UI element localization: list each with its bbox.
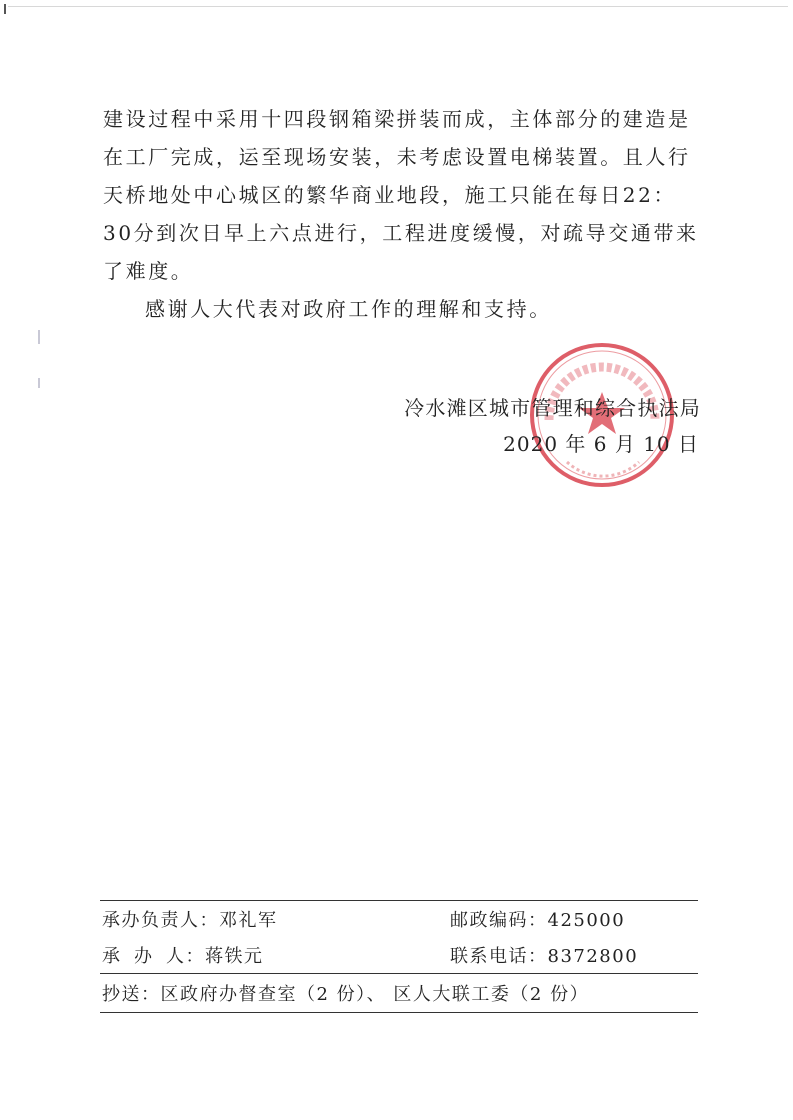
- handler-label-2: 办: [134, 946, 166, 967]
- footer-block: [100, 900, 698, 1013]
- responsible-label: 承办负责人：: [102, 910, 219, 931]
- footer-row-responsible: [100, 901, 698, 937]
- responsible-name: 邓礼军: [219, 910, 278, 931]
- postcode-label: 邮政编码：: [450, 910, 548, 931]
- scan-artifact: [38, 378, 40, 388]
- postcode-field: [450, 906, 698, 932]
- footer-row-handler: [100, 937, 698, 973]
- phone-field: [450, 942, 698, 968]
- footer-bottom-rule: [100, 1012, 698, 1013]
- phone-value: 8372800: [547, 946, 639, 967]
- handler-field: [100, 942, 450, 968]
- body-paragraph-1: 建设过程中采用十四段钢箱梁拼装而成，主体部分的建造是在工厂完成，运至现场安装，未考虑设置电梯装置。且人行天桥地处中心城区的繁华商业地段，施工只能在每日22：30分到次日早上六点进行，工程进度缓慢，对疏导交通带来了难度。: [103, 107, 699, 283]
- signature-block: [404, 390, 701, 462]
- handler-name: 蒋铁元: [205, 946, 264, 967]
- body-text: [103, 100, 703, 328]
- phone-label: 联系电话：: [450, 946, 548, 967]
- scan-artifact: [38, 330, 40, 344]
- scan-edge-line: [8, 6, 788, 7]
- handler-label-1: 承: [102, 946, 134, 967]
- signature-date: 2020 年 6 月 10 日: [503, 432, 699, 456]
- scan-corner-mark: [4, 4, 6, 14]
- handler-label-3: 人：: [166, 946, 205, 967]
- signature-organization: 冷水滩区城市管理和综合执法局: [404, 396, 701, 420]
- cc-line: 抄送：区政府办督查室（2 份）、 区人大联工委（2 份）: [102, 984, 590, 1005]
- body-paragraph-2: 感谢人大代表对政府工作的理解和支持。: [145, 297, 552, 321]
- responsible-field: [100, 906, 450, 932]
- postcode-value: 425000: [547, 910, 626, 931]
